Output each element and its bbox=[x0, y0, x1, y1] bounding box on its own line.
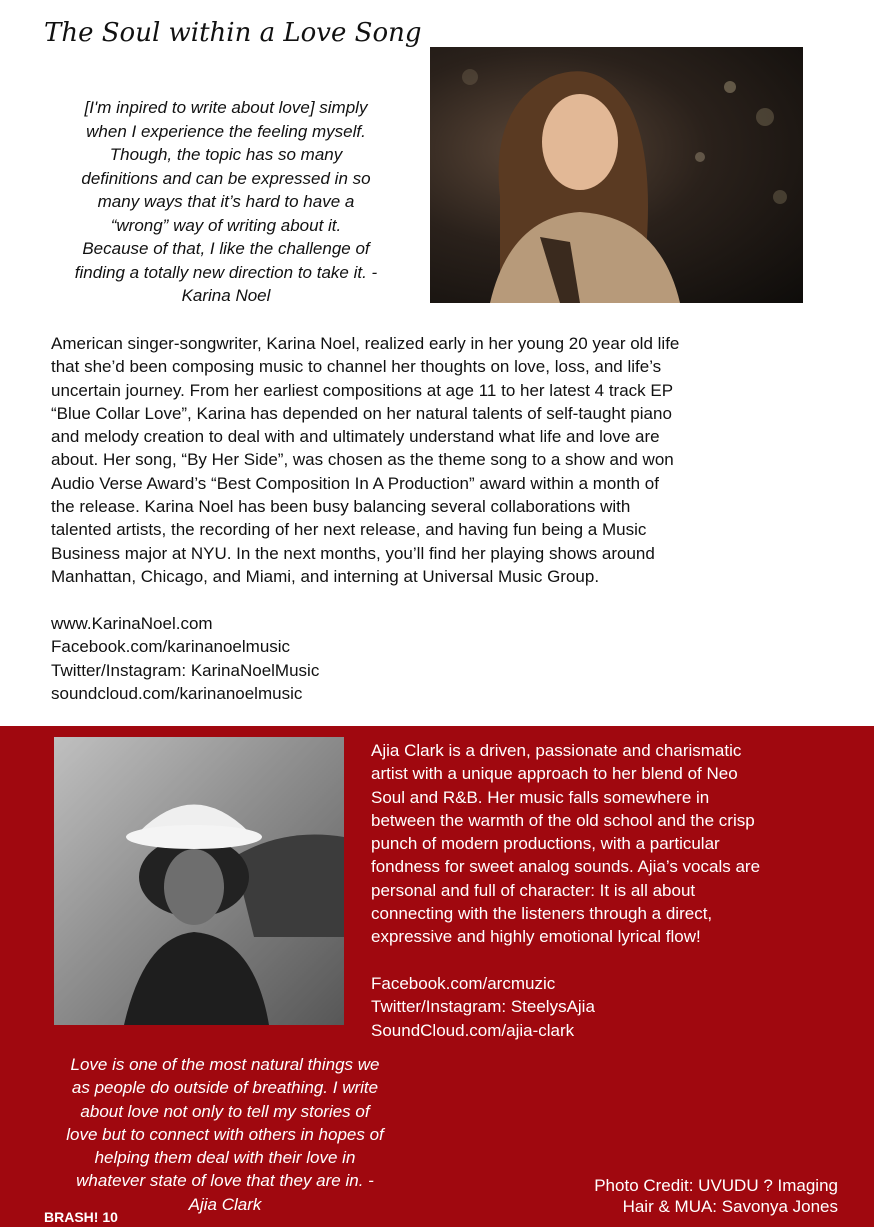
bio-line: and melody creation to deal with and ultimately understand what life and love are bbox=[51, 427, 660, 447]
karina-website-link[interactable]: www.KarinaNoel.com bbox=[51, 614, 213, 633]
bio-line: Audio Verse Award’s “Best Composition In A Production” award within a month of bbox=[51, 473, 659, 493]
karina-bio bbox=[51, 332, 781, 588]
bio-line: punch of modern productions, with a particular bbox=[371, 834, 720, 854]
quote-line: “wrong” way of writing about it. bbox=[110, 215, 342, 235]
bio-line: uncertain journey. From her earliest compositions at age 11 to her latest 4 track EP bbox=[51, 380, 674, 400]
bio-line: Soul and R&B. Her music falls somewhere in bbox=[371, 787, 710, 807]
quote-line: many ways that it’s hard to have a bbox=[97, 192, 355, 211]
quote-line: finding a totally new direction to take it. - bbox=[74, 262, 378, 282]
ajia-quote bbox=[36, 1053, 414, 1216]
bio-line: about. Her song, “By Her Side”, was chosen as the theme song to a show and won bbox=[51, 450, 674, 470]
photo-credit: Photo Credit: UVUDU ? Imaging bbox=[594, 1176, 838, 1195]
quote-line: whatever state of love that they are in. - bbox=[76, 1171, 374, 1191]
quote-line: Because of that, I like the challenge of bbox=[82, 239, 370, 258]
bio-line: connecting with the listeners through a direct, bbox=[371, 904, 713, 924]
ajia-soundcloud-link[interactable]: SoundCloud.com/ajia-clark bbox=[371, 1020, 575, 1040]
bio-line: the release. Karina Noel has been busy balancing several collaborations with bbox=[51, 497, 631, 517]
quote-line: about love not only to tell my stories of bbox=[80, 1101, 370, 1121]
karina-facebook-link[interactable]: Facebook.com/karinanoelmusic bbox=[51, 637, 291, 657]
karina-noel-photo bbox=[430, 47, 803, 303]
portrait-illustration bbox=[430, 47, 803, 303]
portrait-illustration bbox=[54, 737, 344, 1025]
quote-line: love but to connect with others in hopes of bbox=[66, 1124, 384, 1144]
karina-quote bbox=[48, 96, 404, 308]
quote-line: definitions and can be expressed in so bbox=[81, 168, 371, 188]
ajia-clark-photo bbox=[54, 737, 344, 1025]
photo-credits bbox=[594, 1175, 838, 1217]
hair-mua-credit: Hair & MUA: Savonya Jones bbox=[622, 1197, 838, 1216]
karina-twitter-instagram-link[interactable]: Twitter/Instagram: KarinaNoelMusic bbox=[51, 660, 320, 680]
bio-line: Manhattan, Chicago, and Miami, and interning at Universal Music Group. bbox=[51, 566, 600, 586]
quote-line: Though, the topic has so many bbox=[109, 145, 343, 164]
quote-line: as people do outside of breathing. I write bbox=[71, 1078, 379, 1098]
bio-line: Ajia Clark is a driven, passionate and charismatic bbox=[371, 741, 742, 760]
bio-line: fondness for sweet analog sounds. Ajia’s vocals are bbox=[371, 857, 761, 877]
ajia-facebook-link[interactable]: Facebook.com/arcmuzic bbox=[371, 974, 556, 993]
quote-line: helping them deal with their love in bbox=[94, 1148, 356, 1168]
bio-line: between the warmth of the old school and the crisp bbox=[371, 810, 755, 830]
ajia-twitter-instagram-link[interactable]: Twitter/Instagram: SteelysAjia bbox=[371, 997, 595, 1017]
bio-line: expressive and highly emotional lyrical flow! bbox=[371, 927, 701, 947]
ajia-bio bbox=[371, 739, 841, 949]
quote-author: Ajia Clark bbox=[188, 1194, 262, 1214]
bio-line: “Blue Collar Love”, Karina has depended on her natural talents of self-taught piano bbox=[51, 403, 672, 423]
bio-line: Business major at NYU. In the next months, you’ll find her playing shows around bbox=[51, 543, 655, 563]
karina-links bbox=[51, 612, 319, 705]
bio-line: personal and full of character: It is all about bbox=[371, 880, 696, 900]
ajia-links bbox=[371, 972, 595, 1042]
page-folio: BRASH! 10 bbox=[44, 1209, 118, 1225]
karina-soundcloud-link[interactable]: soundcloud.com/karinanoelmusic bbox=[51, 683, 303, 703]
quote-line: when I experience the feeling myself. bbox=[86, 121, 366, 141]
bio-line: that she’d been composing music to channel her thoughts on love, loss, and life’s bbox=[51, 357, 662, 377]
quote-author: Karina Noel bbox=[181, 286, 271, 305]
article-title: The Soul within a Love Song bbox=[44, 18, 422, 48]
bio-line: talented artists, the recording of her next release, and having fun being a Music bbox=[51, 520, 647, 540]
quote-line: [I'm inpired to write about love] simply bbox=[84, 98, 368, 117]
bio-line: American singer-songwriter, Karina Noel, realized early in her young 20 year old life bbox=[51, 334, 680, 353]
quote-line: Love is one of the most natural things we bbox=[70, 1055, 380, 1074]
bio-line: artist with a unique approach to her blend of Neo bbox=[371, 764, 738, 784]
